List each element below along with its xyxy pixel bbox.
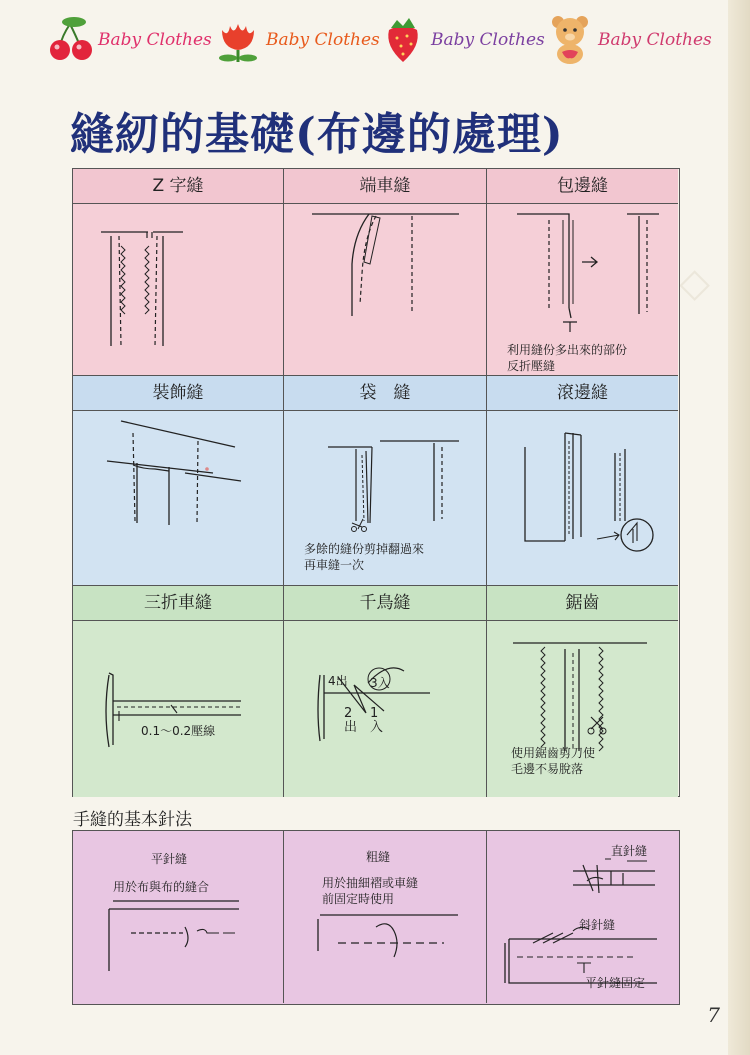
cell-herringbone-stitch (284, 621, 487, 797)
banner-text-1: Baby Clothes (98, 30, 212, 50)
header-edge-stitch: 端車縫 (284, 169, 487, 204)
triple-fold-diagram (73, 621, 284, 797)
note-french-seam: 多餘的縫份剪掉翻過來 再車縫一次 (304, 542, 425, 572)
bound-seam-diagram (487, 411, 678, 586)
teddy-bear-icon (548, 12, 598, 64)
cell-basting-stitch (284, 831, 487, 1003)
label-running-tack: 平針縫固定 (585, 976, 646, 990)
label-in-3: 3入 (370, 676, 390, 690)
header-binding-seam: 包邊縫 (487, 169, 678, 204)
header-pinking: 鋸齒 (487, 586, 678, 621)
cell-bound-seam (487, 411, 678, 586)
cell-decorative-seam (73, 411, 284, 586)
tulip-icon (216, 12, 266, 64)
label-slant-hem-stitch: 斜針縫 (579, 918, 616, 932)
cell-edge-stitch (284, 204, 487, 376)
basting-stitch-desc: 用於抽細褶或車縫 前固定時使用 (322, 876, 419, 906)
herringbone-diagram (284, 621, 487, 797)
cell-binding-seam (487, 204, 678, 376)
hemming-diagram (487, 831, 678, 1003)
cell-running-stitch (73, 831, 284, 1003)
header-zigzag: Z 字縫 (73, 169, 284, 204)
label-out-4: 4出 (328, 674, 348, 688)
basting-stitch-diagram (284, 831, 487, 1003)
header-decorative-seam: 裝飾縫 (73, 376, 284, 411)
header-banner (48, 10, 712, 68)
basting-stitch-name: 粗縫 (366, 850, 391, 864)
cherry-icon (48, 12, 98, 64)
header-bound-seam: 滾邊縫 (487, 376, 678, 411)
cell-triple-fold-seam (73, 621, 284, 797)
zigzag-diagram (73, 204, 284, 376)
cell-zigzag (73, 204, 284, 376)
edge-finishing-grid (72, 168, 680, 797)
hand-stitch-grid (72, 830, 680, 1005)
cell-pinking (487, 621, 678, 797)
note-pinking: 使用鋸齒剪刀使 毛邊不易脫落 (511, 746, 596, 776)
edge-stitch-diagram (284, 204, 487, 376)
book-spine (728, 0, 750, 1055)
banner-text-4: Baby Clothes (598, 30, 712, 50)
hand-stitch-section-title: 手縫的基本針法 (73, 810, 192, 830)
header-french-seam: 袋 縫 (284, 376, 487, 411)
header-triple-fold-seam: 三折車縫 (73, 586, 284, 621)
label-vertical-hem-stitch: 直針縫 (611, 844, 648, 858)
label-out-2: 2 出 (344, 706, 358, 735)
note-binding-seam: 利用縫份多出來的部份 反折壓縫 (507, 343, 628, 373)
banner-text-3: Baby Clothes (431, 30, 545, 50)
page-number: 7 (707, 1003, 720, 1027)
watermark-decoration: ◇ (679, 260, 710, 306)
decorative-seam-diagram (73, 411, 284, 586)
running-stitch-desc: 用於布與布的縫合 (113, 880, 210, 894)
cell-french-seam (284, 411, 487, 586)
banner-text-2: Baby Clothes (266, 30, 380, 50)
header-herringbone-stitch: 千鳥縫 (284, 586, 487, 621)
strawberry-icon (381, 12, 431, 64)
cell-hemming-stitches (487, 831, 678, 1003)
label-in-1: 1 入 (370, 706, 384, 735)
running-stitch-name: 平針縫 (151, 852, 188, 866)
page-title: 縫紉的基礎(布邊的處理) (70, 109, 564, 160)
running-stitch-diagram (73, 831, 284, 1003)
note-triple-fold: 0.1～0.2壓線 (141, 724, 216, 738)
